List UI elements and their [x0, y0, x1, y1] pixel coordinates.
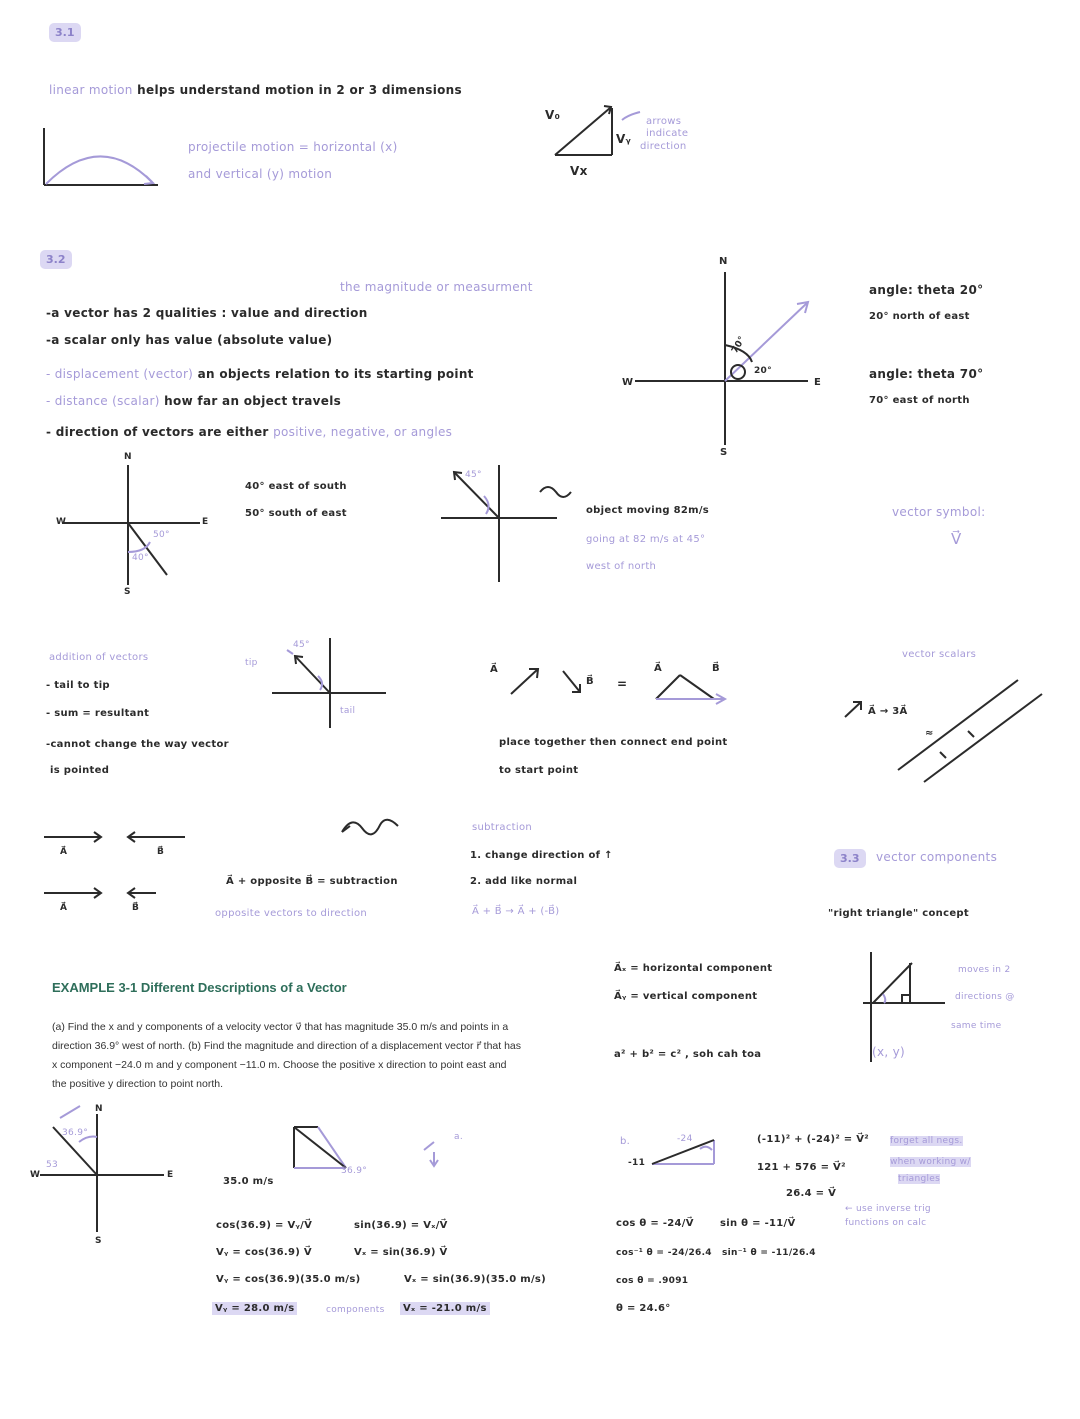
sub-a-2: A⃗ [60, 903, 68, 913]
components-note: components [326, 1305, 385, 1315]
b-eq2: 121 + 576 = V⃗² [757, 1162, 846, 1173]
compass2-s: S [124, 587, 131, 597]
vector-symbol-glyph: V⃗ [951, 530, 962, 548]
forget-negs-3: triangles [898, 1174, 941, 1184]
b-theta: θ = 24.6° [616, 1303, 671, 1314]
b-cos1: cos θ = -24/V⃗ [616, 1218, 694, 1229]
opposite-eq: A⃗ + opposite B⃗ = subtraction [226, 876, 398, 887]
b-eq1: (-11)² + (-24)² = V⃗² [757, 1134, 869, 1145]
forget-negs-1: forget all negs. [890, 1136, 963, 1146]
ex-w: W [30, 1170, 41, 1180]
subtraction-title: subtraction [472, 822, 533, 833]
sub-b-2: B⃗ [132, 903, 140, 913]
tail-tip-45: 45° [293, 640, 310, 650]
angle-50-label: 50° [153, 530, 170, 540]
eq-a-1: A⃗ [490, 664, 499, 675]
ex-n: N [95, 1104, 103, 1114]
compass-s: S [720, 447, 728, 458]
label-vo: V₀ [545, 108, 561, 122]
squiggle-2 [342, 820, 398, 835]
moves-2: directions @ [955, 992, 1015, 1002]
answer-vx: Vₓ = -21.0 m/s [400, 1302, 490, 1315]
ex-s: S [95, 1236, 102, 1246]
angle-45-label: 45° [465, 470, 482, 480]
projectile-line-1: projectile motion = horizontal (x) [188, 140, 398, 154]
ex-tri-angle: 36.9° [341, 1166, 368, 1176]
displacement-def: an objects relation to its starting point [193, 367, 474, 381]
distance-def: how far an object travels [159, 394, 342, 408]
scalar-eq: A⃗ → 3A⃗ [868, 706, 908, 717]
scalar-multiple-diagram [845, 680, 1042, 782]
addition-l4: is pointed [50, 765, 110, 776]
displacement-line [46, 367, 474, 381]
velocity-triangle [555, 106, 640, 155]
place-together-2: to start point [499, 765, 579, 776]
eq-vx: Vₓ = sin(36.9) V⃗ [354, 1247, 448, 1258]
subtraction-step-3: A⃗ + B⃗ → A⃗ + (-B⃗) [472, 906, 560, 917]
moving-line-2: going at 82 m/s at 45° [586, 534, 706, 545]
direction-options: positive, negative, or angles [273, 425, 453, 439]
b-sin1: sin θ = -11/V⃗ [720, 1218, 796, 1229]
intro-linear-motion: linear motion [49, 83, 133, 97]
sub-b-1: B⃗ [157, 847, 165, 857]
b-neg11: -11 [628, 1158, 646, 1168]
ex-val-53: 53 [46, 1160, 59, 1170]
pythagorean: a² + b² = c² , soh cah toa [614, 1049, 762, 1060]
vector-qualities-line [46, 306, 368, 320]
b-neg24: -24 [677, 1134, 693, 1144]
subtraction-step-2: 2. add like normal [470, 876, 578, 887]
compass-w: W [622, 377, 634, 388]
addition-l1: - tail to tip [46, 680, 110, 691]
eq-a-2: A⃗ [654, 663, 663, 674]
arrows-note-2: indicate [646, 128, 689, 139]
distance-term: - distance (scalar) [46, 394, 160, 408]
tip-label: tip [245, 658, 258, 668]
forget-negs-2: when working w/ [890, 1157, 971, 1167]
xy-label: (x, y) [872, 1045, 905, 1059]
theta-70-desc: 70° east of north [869, 395, 970, 406]
compass2-w: W [56, 517, 67, 527]
projectile-line-2: and vertical (y) motion [188, 167, 333, 181]
answer-vy: Vᵧ = 28.0 m/s [212, 1302, 297, 1315]
label-vy: Vᵧ [616, 132, 632, 146]
addition-l2: - sum = resultant [46, 708, 150, 719]
angle-70-label: 70° [730, 334, 748, 356]
compass-40deg [62, 465, 200, 585]
section-badge-3-3: 3.3 [834, 849, 866, 868]
eq-b-2: B⃗ [712, 663, 720, 674]
squiggle-1 [540, 487, 571, 497]
moves-1: moves in 2 [958, 965, 1011, 975]
scalar-line: -a scalar only has value (absolute value) [46, 333, 333, 347]
projectile-sketch [44, 128, 158, 185]
right-triangle-concept: "right triangle" concept [828, 908, 969, 919]
compass-20deg [635, 272, 808, 445]
ex-mag: 35.0 m/s [223, 1176, 274, 1187]
eq-b-1: B⃗ [586, 676, 594, 687]
example-title: EXAMPLE 3-1 Different Descriptions of a Vector [52, 980, 347, 995]
scalar-approx: ≈ [925, 728, 934, 739]
section-badge-3-1: 3.1 [49, 23, 81, 42]
place-together-1: place together then connect end point [499, 737, 728, 748]
theta-20: angle: theta 20° [869, 283, 984, 297]
addition-title: addition of vectors [49, 652, 149, 663]
moves-3: same time [951, 1021, 1002, 1031]
moving-line-3: west of north [586, 561, 657, 572]
eq-sin: sin(36.9) = Vₓ/V⃗ [354, 1220, 448, 1231]
compass-45deg [441, 465, 557, 582]
distance-line [46, 394, 341, 408]
intro-line [49, 83, 462, 97]
magnitude-note: the magnitude or measurment [340, 280, 533, 294]
opposite-note: opposite vectors to direction [215, 908, 368, 919]
eq-vy-sub: Vᵧ = cos(36.9)(35.0 m/s) [216, 1274, 361, 1285]
components-title: vector components [876, 850, 998, 864]
compass-e: E [814, 377, 822, 388]
arrows-note-3: direction [640, 141, 687, 152]
vector-qualities-pre: -a vector has 2 qualities : [46, 306, 232, 320]
vector-scalars-title: vector scalars [902, 649, 977, 660]
compass2-e: E [202, 517, 209, 527]
angle-20-label: 20° [754, 366, 772, 376]
addition-l3: -cannot change the way vector [46, 739, 229, 750]
eq-cos: cos(36.9) = Vᵧ/V⃗ [216, 1220, 313, 1231]
compass2-n: N [124, 452, 132, 462]
compass-n: N [719, 256, 728, 267]
eq-vy: Vᵧ = cos(36.9) V⃗ [216, 1247, 312, 1258]
b-cos3: cos θ = .9091 [616, 1276, 689, 1286]
direction-line [46, 425, 452, 439]
section-badge-3-2: 3.2 [40, 250, 72, 269]
vector-qualities-value: value and direction [231, 306, 368, 320]
tail-tip-diagram [272, 638, 386, 728]
b-cos2: cos⁻¹ θ = -24/26.4 [616, 1248, 712, 1258]
displacement-term: - displacement (vector) [46, 367, 194, 381]
part-b: b. [620, 1136, 631, 1147]
moving-line-1: object moving 82m/s [586, 505, 710, 516]
vector-symbol-label: vector symbol: [892, 505, 986, 519]
theta-70: angle: theta 70° [869, 367, 984, 381]
eq-equals: = [617, 677, 628, 691]
ay-def: A⃗ᵧ = vertical component [614, 991, 758, 1002]
inverse-trig-1: ← use inverse trig [845, 1204, 931, 1214]
desc-50: 50° south of east [245, 508, 347, 519]
subtraction-step-1: 1. change direction of ↑ [470, 850, 613, 861]
example-triangle-a [294, 1127, 438, 1168]
arrows-note-1: arrows [646, 116, 682, 127]
intro-rest: helps understand motion in 2 or 3 dimensions [132, 83, 462, 97]
sub-a-1: A⃗ [60, 847, 68, 857]
b-sin2: sin⁻¹ θ = -11/26.4 [722, 1248, 816, 1258]
ex-angle-369: 36.9° [62, 1128, 89, 1138]
theta-20-desc: 20° north of east [869, 311, 970, 322]
inverse-trig-2: functions on calc [845, 1218, 927, 1228]
eq-vx-sub: Vₓ = sin(36.9)(35.0 m/s) [404, 1274, 547, 1285]
tail-label: tail [340, 706, 356, 716]
b-eq3: 26.4 = V⃗ [786, 1188, 837, 1199]
example-compass [40, 1106, 164, 1232]
ax-def: A⃗ₓ = horizontal component [614, 963, 773, 974]
direction-pre: - direction of vectors are either [46, 425, 274, 439]
example-body: (a) Find the x and y components of a velocity vector v⃗ that has magnitude 35.0 m/s and points in a direction 36.9° west of north. (b) Find the magnitude and direction of a displacement vector r⃗ that has x component −24.0 m and y component −11.0 m. Choose the positive x direction to point east and the positive y direction to point north. [52, 1021, 522, 1090]
angle-40-label: 40° [132, 553, 149, 563]
label-vx: Vx [570, 164, 588, 178]
part-a: a. [454, 1132, 463, 1142]
ex-e: E [167, 1170, 174, 1180]
opposite-vectors [44, 832, 185, 898]
desc-40: 40° east of south [245, 481, 347, 492]
